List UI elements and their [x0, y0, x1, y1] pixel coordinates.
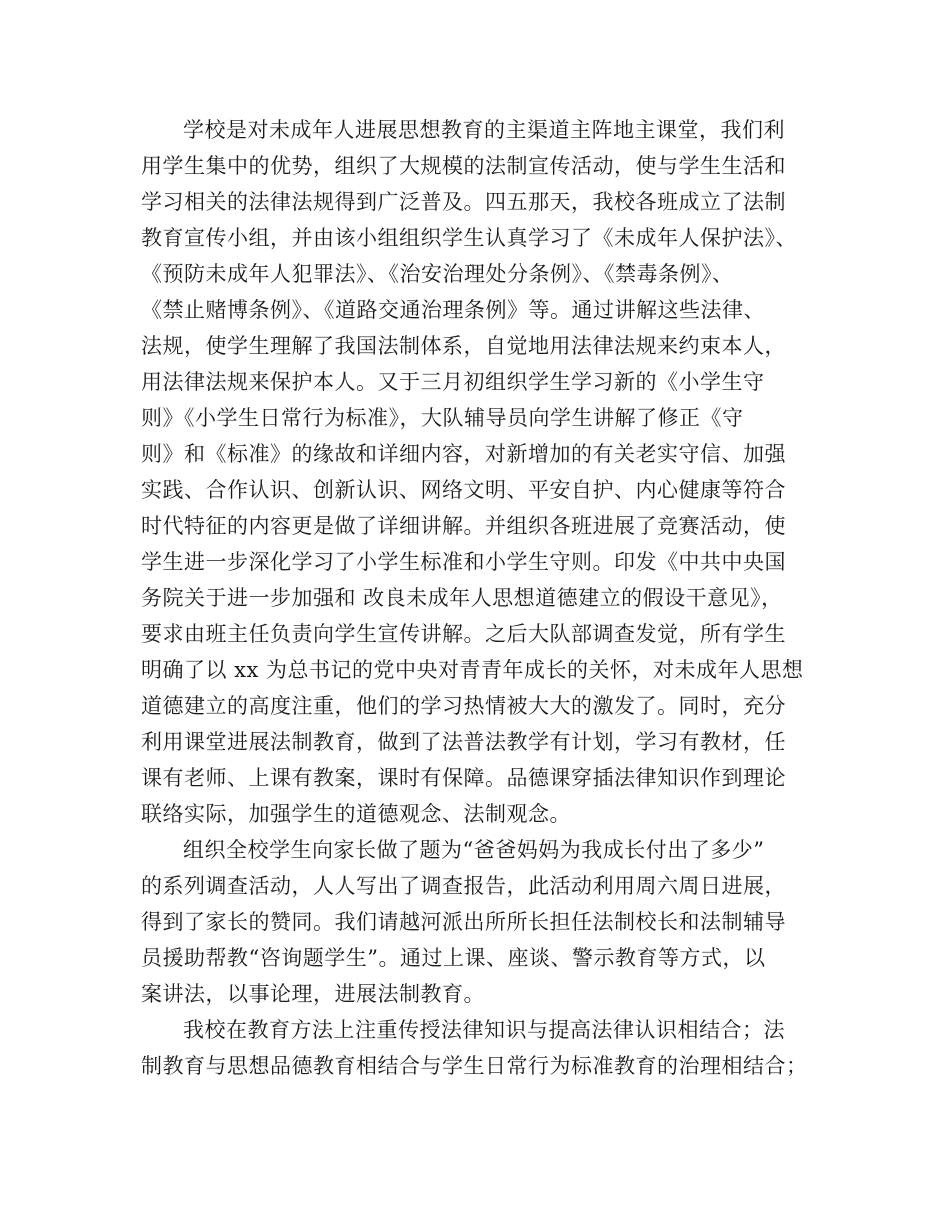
text-line: 制教育与思想品德教育相结合与学生日常行为标准教育的治理相结合；: [141, 1054, 808, 1078]
text-line: 则》和《标准》的缘故和详细内容，对新增加的有关老实守信、加强: [141, 442, 786, 466]
text-line: 案讲法，以事论理，进展法制教育。: [141, 982, 485, 1006]
text-line: 则》《小学生日常行为标准》，大队辅导员向学生讲解了修正《守: [141, 406, 744, 430]
text-line: 《预防未成年人犯罪法》、《治安治理处分条例》、《禁毒条例》、: [141, 262, 734, 286]
text-line: 教育宣传小组，并由该小组组织学生认真学习了《未成年人保护法》、: [141, 226, 797, 250]
text-line: 实践、合作认识、创新认识、网络文明、平安自护、内心健康等符合: [141, 478, 786, 502]
text-line: 法规，使学生理解了我国法制体系，自觉地用法律法规来约束本人，: [141, 334, 786, 358]
text-line: 用学生集中的优势，组织了大规模的法制宣传活动，使与学生生活和: [141, 154, 786, 178]
text-line: 联络实际，加强学生的道德观念、法制观念。: [141, 802, 571, 826]
text-line: 《禁止赌博条例》、《道路交通治理条例》等。通过讲解这些法律、: [141, 298, 765, 322]
text-line: 组织全校学生向家长做了题为“爸爸妈妈为我成长付出了多少”: [183, 838, 765, 862]
text-line: 课有老师、上课有教案，课时有保障。品德课穿插法律知识作到理论: [141, 766, 786, 790]
text-line: 学校是对未成年人进展思想教育的主渠道主阵地主课堂，我们利: [183, 118, 785, 142]
text-line: 明确了以 xx 为总书记的党中央对青青年成长的关怀，对未成年人思想: [141, 658, 804, 682]
text-line: 学习相关的法律法规得到广泛普及。四五那天，我校各班成立了法制: [141, 190, 786, 214]
text-line: 员援助帮教“咨询题学生”。通过上课、座谈、警示教育等方式，以: [141, 946, 766, 970]
text-line: 道德建立的高度注重，他们的学习热情被大大的激发了。同时，充分: [141, 694, 786, 718]
text-line: 的系列调查活动，人人写出了调查报告，此活动利用周六周日进展，: [141, 874, 786, 898]
text-line: 我校在教育方法上注重传授法律知识与提高法律认识相结合；法: [183, 1018, 785, 1042]
document-body: [141, 112, 831, 1084]
text-line: 用法律法规来保护本人。又于三月初组织学生学习新的《小学生守: [141, 370, 765, 394]
paragraph-3: [141, 1012, 831, 1084]
text-line: 学生进一步深化学习了小学生标准和小学生守则。印发《中共中央国: [141, 550, 786, 574]
text-line: 务院关于进一步加强和 改良未成年人思想道德建立的假设干意见》，: [141, 586, 783, 610]
text-line: 利用课堂进展法制教育，做到了法普法教学有计划，学习有教材，任: [141, 730, 786, 754]
text-line: 时代特征的内容更是做了详细讲解。并组织各班进展了竞赛活动，使: [141, 514, 786, 538]
text-line: 要求由班主任负责向学生宣传讲解。之后大队部调查发觉，所有学生: [141, 622, 786, 646]
paragraph-1: [141, 112, 831, 832]
text-line: 得到了家长的赞同。我们请越河派出所所长担任法制校长和法制辅导: [141, 910, 786, 934]
paragraph-2: [141, 832, 831, 1012]
